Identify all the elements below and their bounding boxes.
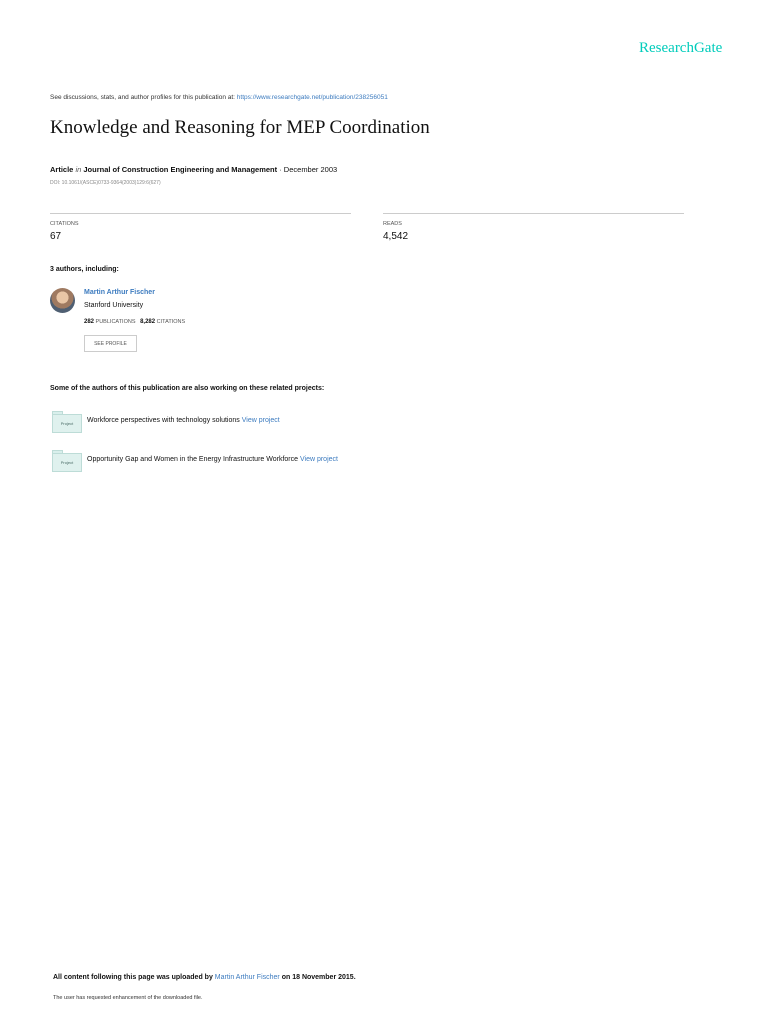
enhancement-note: The user has requested enhancement of the downloaded file. (53, 995, 203, 1001)
journal-name: Journal of Construction Engineering and Management (83, 165, 278, 174)
publication-url-link[interactable]: https://www.researchgate.net/publication/238256051 (236, 94, 388, 101)
project-line (87, 417, 280, 424)
in-word: in (75, 165, 82, 174)
upload-prefix: All content following this page was uploaded by (53, 974, 215, 981)
project-folder-icon (50, 411, 82, 433)
reads-count: 4,542 (383, 231, 409, 242)
citations-label: CITATIONS (50, 221, 79, 227)
author-publications-count: 282 (84, 319, 95, 325)
publication-date: · December 2003 (277, 165, 338, 174)
see-profile-button[interactable]: SEE PROFILE (84, 335, 137, 352)
author-avatar[interactable] (50, 288, 75, 313)
author-name-link[interactable]: Martin Arthur Fischer (84, 289, 155, 296)
upload-suffix: on 18 November 2015. (279, 974, 356, 981)
project-title: Opportunity Gap and Women in the Energy Infrastructure Workforce (87, 456, 299, 463)
authors-heading: 3 authors, including: (50, 266, 119, 273)
author-stats (84, 319, 185, 325)
project-folder-icon (50, 450, 82, 472)
discussion-line (50, 94, 388, 101)
publication-title: Knowledge and Reasoning for MEP Coordination (50, 117, 430, 138)
doi: DOI: 10.1061/(ASCE)0733-9364(2003)129:6(627) (50, 180, 161, 186)
citations-count: 67 (50, 231, 62, 242)
view-project-link[interactable]: View project (241, 417, 280, 424)
author-citations-label: CITATIONS (156, 319, 186, 325)
reads-divider (383, 213, 684, 214)
citations-divider (50, 213, 351, 214)
uploader-link[interactable]: Martin Arthur Fischer (214, 974, 280, 981)
view-project-link[interactable]: View project (299, 456, 338, 463)
publication-type: Article (50, 165, 74, 174)
researchgate-logo[interactable]: ResearchGate (639, 40, 723, 56)
publication-meta (50, 165, 337, 174)
author-publications-label: PUBLICATIONS (95, 319, 136, 325)
project-title: Workforce perspectives with technology solutions (87, 417, 240, 424)
author-citations-count: 8,282 (140, 319, 156, 325)
discussion-text: See discussions, stats, and author profiles for this publication at: (50, 94, 237, 101)
author-institution: Stanford University (84, 302, 144, 309)
project-line (87, 456, 338, 463)
folder-label: Project (52, 414, 82, 433)
folder-label: Project (52, 453, 82, 472)
upload-notice (53, 974, 356, 981)
reads-label: READS (383, 221, 402, 227)
related-projects-heading: Some of the authors of this publication are also working on these related projects: (50, 385, 325, 392)
